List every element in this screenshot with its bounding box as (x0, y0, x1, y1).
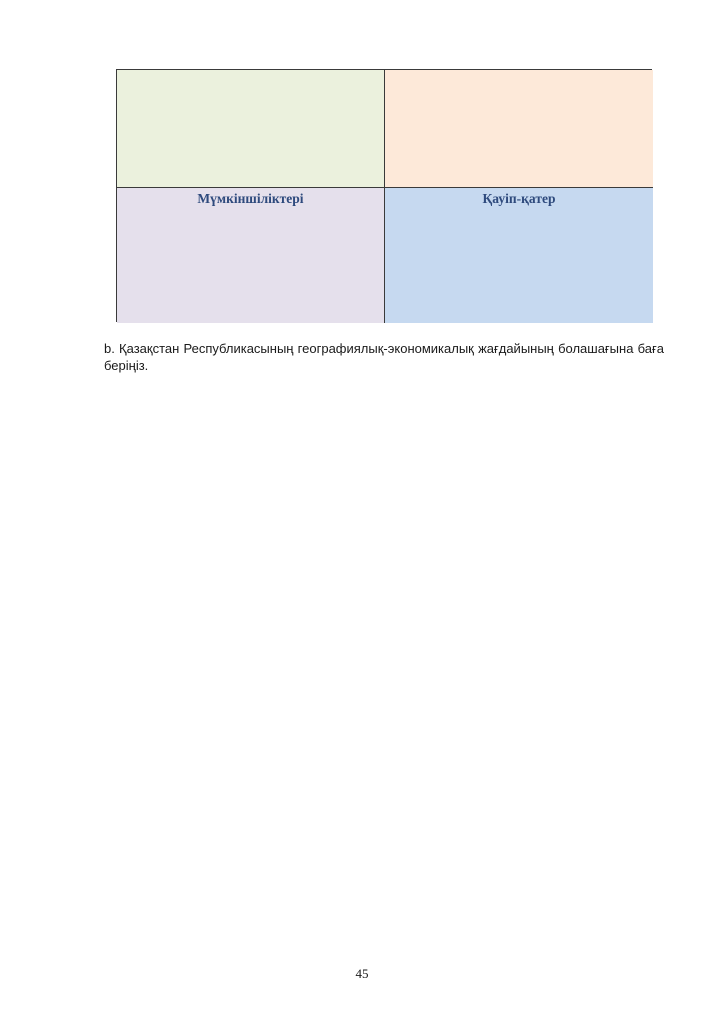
page-number: 45 (355, 966, 369, 981)
swot-cell-top-left (117, 70, 385, 188)
task-text: b. Қазақстан Республикасының географиялық-экономикалық жағдайының болашағына баға беріңіз. (104, 341, 664, 373)
swot-cell-top-right (385, 70, 653, 188)
swot-cell-opportunities: Мүмкіншіліктері (117, 188, 385, 323)
swot-cell-threats: Қауіп-қатер (385, 188, 653, 323)
swot-table (116, 69, 652, 322)
